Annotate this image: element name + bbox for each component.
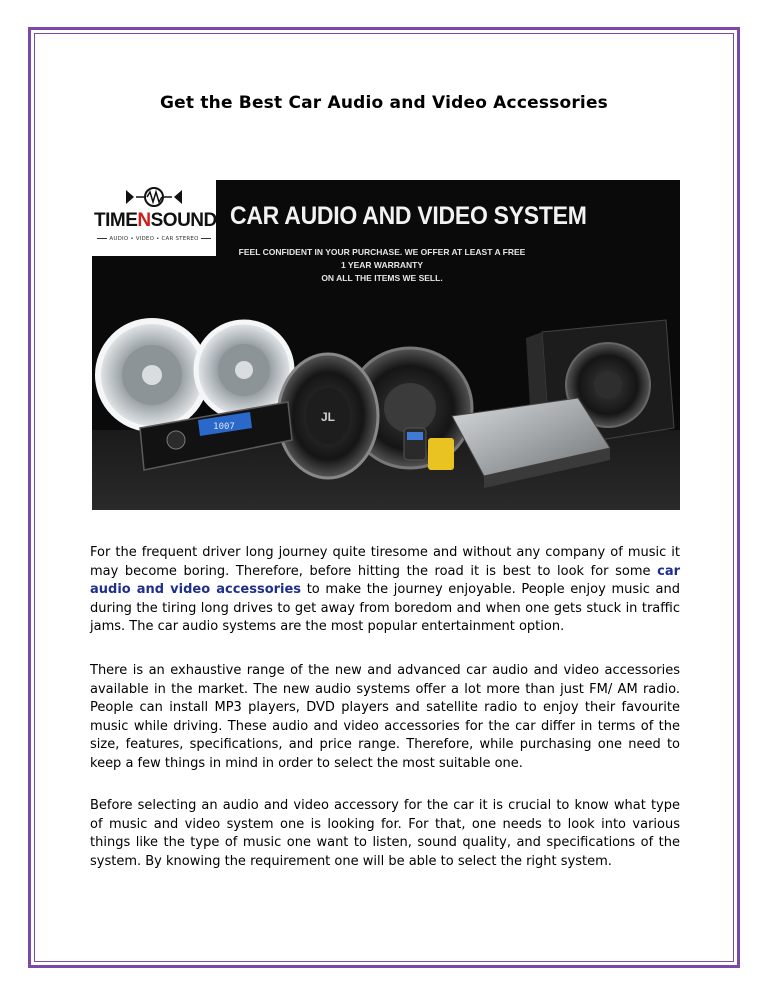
paragraph-2: There is an exhaustive range of the new and advanced car audio and video accessories available in the market. The new audio systems offer a lot more than just FM/ AM radio. People can install MP3 players, DVD players and satellite radio to enjoy their favourite music while driving. These audio and video accessories for the car differ in terms of the size, features, specifications, and price range. Therefore, while purchasing one need to keep a few things in mind in order to select the most suitable one. [90,663,680,771]
logo-tagline: AUDIO • VIDEO • CAR STEREO [92,236,216,242]
logo-wordmark: TIMENSOUND [94,210,217,231]
banner-heading: CAR AUDIO AND VIDEO SYSTEM [230,202,587,230]
paragraph-3: Before selecting an audio and video accessory for the car it is crucial to know what type of music and video system one is looking for. For that, one needs to look into various things like the type of music one want to listen, sound quality, and specifications of the system. By knowing the requirement one will be able to select the right system. [90,798,680,869]
stereo-display: 1007 [213,422,235,432]
document-title: Get the Best Car Audio and Video Accessories [159,93,609,113]
timensound-logo [92,180,216,256]
subwoofer-driver [278,354,378,478]
sound-wave-icon [122,186,186,208]
paragraph-1: For the frequent driver long journey quite tiresome and without any company of music it may become boring. Therefore, before hitting the road it is best to look for some car audio and video accessories to make the journey enjoyable. People enjoy music and during the tiring long drives to get away from boredom and when one gets stuck in traffic jams. The car audio systems are the most popular entertainment option. [90,545,680,634]
marine-speaker-left [98,321,206,429]
svg-text:JL: JL [320,410,336,424]
banner-image [92,180,680,510]
accessories-link[interactable]: car audio and video accessories [90,563,680,597]
banner-subheading: FEEL CONFIDENT IN YOUR PURCHASE. WE OFFER AT LEAST A FREE 1 YEAR WARRANTY ON ALL THE ITEMS WE SELL. [238,247,526,283]
